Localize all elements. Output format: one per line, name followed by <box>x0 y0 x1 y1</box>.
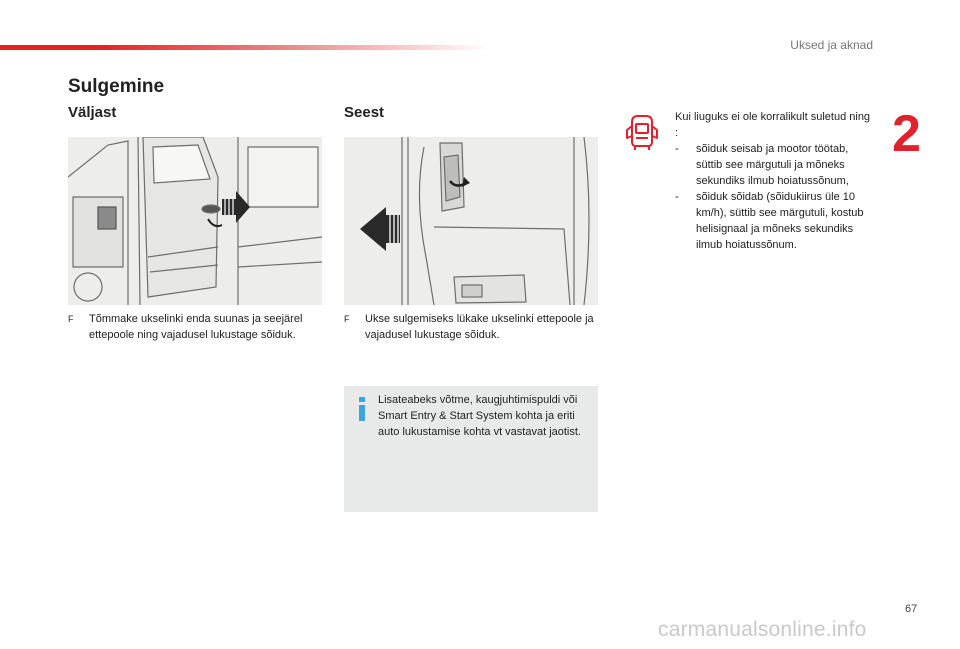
warning-intro: Kui liuguks ei ole korralikult suletud ning : <box>675 111 871 139</box>
page-title: Sulgemine <box>68 76 165 97</box>
watermark: carmanualsonline.info <box>658 618 867 641</box>
info-icon <box>357 397 367 421</box>
heading-inside: Seest <box>344 104 385 121</box>
door-open-warning-icon <box>626 112 658 152</box>
chapter-number: 2 <box>892 105 921 163</box>
inside-door-illustration <box>344 137 598 305</box>
page-number: 67 <box>905 603 918 615</box>
inside-instruction-text: Ukse sulgemiseks lükake ukselinki ettepoole ja vajadusel lukustage sõiduk. <box>365 313 594 341</box>
info-box <box>344 386 598 512</box>
warning-item-text: sõiduk seisab ja mootor töötab, süttib see märgutuli ja mõneks sekundiks ilmub hoiatussõnum, <box>696 143 849 187</box>
warning-item-text: sõiduk sõidab (sõidukiirus üle 10 km/h), süttib see märgutuli, kostub helisignaal ja mõneks sekundiks ilmub hoiatussõnum. <box>696 191 864 251</box>
info-text: Lisateabeks võtme, kaugjuhtimispuldi või Smart Entry & Start System kohta ja eriti auto lukustamise kohta vt vastavat jaotist. <box>378 394 581 438</box>
warning-text-block <box>675 109 875 253</box>
outside-instruction-text: Tõmmake ukselinki enda suunas ja seejärel ettepoole ning vajadusel lukustage sõiduk. <box>89 313 303 341</box>
warning-item: - sõiduk seisab ja mootor töötab, süttib see märgutuli ja mõneks sekundiks ilmub hoiatussõnum, <box>675 143 849 187</box>
header-accent-bar <box>0 45 490 50</box>
heading-outside: Väljast <box>68 104 117 121</box>
checkbox-bullet-icon: F <box>344 314 350 324</box>
outside-door-illustration <box>68 137 322 305</box>
inside-instruction <box>344 311 598 343</box>
warning-item: - sõiduk sõidab (sõidukiirus üle 10 km/h), süttib see märgutuli, kostub helisignaal ja mõneks sekundiks ilmub hoiatussõnum. <box>675 191 864 251</box>
section-title: Uksed ja aknad <box>790 38 873 52</box>
checkbox-bullet-icon: F <box>68 314 74 324</box>
outside-instruction <box>68 311 326 343</box>
